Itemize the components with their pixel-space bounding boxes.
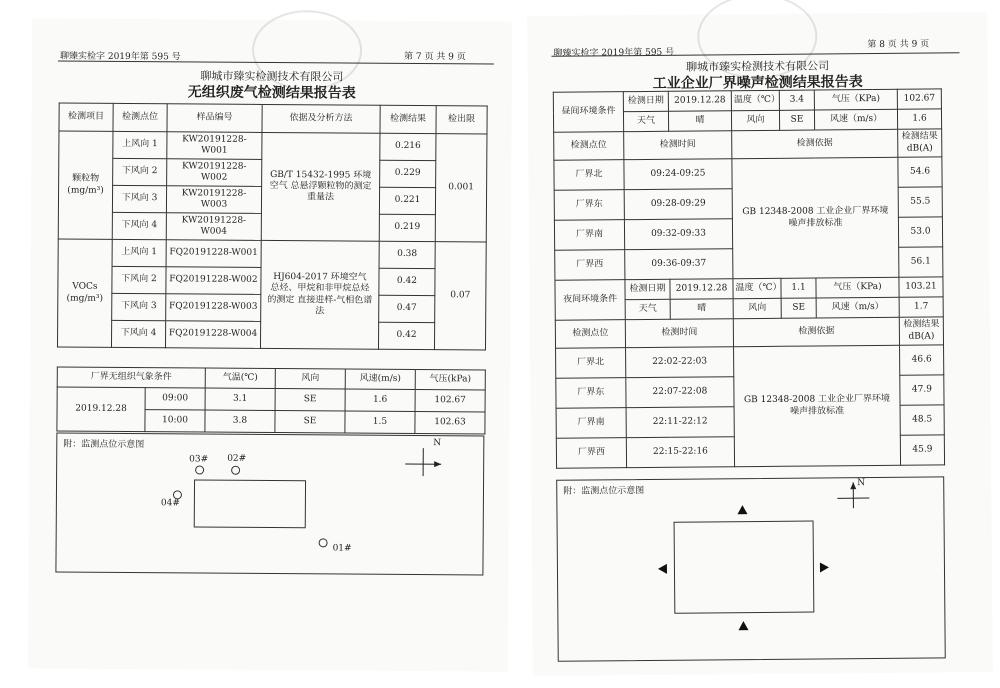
temp-label: 温度（℃） <box>731 90 779 110</box>
pressure-label: 气压（KPa) <box>816 277 899 298</box>
wind-dir-value: SE <box>781 298 816 318</box>
date-label: 检测日期 <box>625 279 670 299</box>
pressure-label: 气压（KPa) <box>814 89 897 110</box>
limit-cell: 0.001 <box>435 134 487 242</box>
method-cell: HJ604-2017 环境空气 总烃、甲烷和非甲烷总烃的测定 直接进样-气相色谱法 <box>260 240 379 349</box>
point-label-03: 03# <box>189 454 209 465</box>
diagram-caption: 附：监测点位示意图 <box>563 486 645 497</box>
table-header-row <box>59 103 487 134</box>
result-cell: 0.229 <box>380 160 436 187</box>
weather-table <box>56 367 485 435</box>
point-cell: 厂界西 <box>555 250 625 281</box>
table-row <box>554 157 942 190</box>
result-cell: 0.42 <box>379 268 435 295</box>
report-title: 无组织废气检测结果报告表 <box>187 84 356 102</box>
header-cell <box>898 129 942 157</box>
result-cell: 0.42 <box>378 322 434 349</box>
result-cell: 0.221 <box>379 187 435 214</box>
sample-cell: KW20191228-W002 <box>167 159 262 187</box>
item-cell <box>58 131 113 239</box>
point-cell: 厂界北 <box>556 348 626 379</box>
result-header-label: 检测结果 <box>901 131 938 143</box>
weather-label: 天气 <box>625 299 670 319</box>
header-cell: 风速(m/s) <box>345 369 415 389</box>
weather-value: 晴 <box>668 111 731 132</box>
table-row <box>58 239 486 269</box>
north-arrow-icon <box>835 480 875 510</box>
result-cell: 0.38 <box>379 241 435 268</box>
time-cell: 09:36-09:37 <box>625 249 733 280</box>
noise-point-east-icon <box>820 562 829 572</box>
value-cell: 45.9 <box>900 435 944 465</box>
value-cell: 53.0 <box>898 217 942 247</box>
sample-cell: FQ20191228-W002 <box>166 267 261 295</box>
exhaust-result-table <box>57 103 488 351</box>
value-cell: 56.1 <box>899 247 943 277</box>
point-cell: 下风向 2 <box>113 158 167 185</box>
point-cell: 厂界北 <box>554 160 624 191</box>
point-cell: 下风向 4 <box>112 212 166 239</box>
sample-cell: KW20191228-W003 <box>166 186 261 214</box>
item-cell <box>57 239 112 347</box>
sample-cell: FQ20191228-W004 <box>165 321 260 349</box>
right-report-page <box>527 12 993 676</box>
header-cell: 样品编号 <box>167 104 262 133</box>
result-header-label: 检测结果 <box>903 319 940 330</box>
point-cell: 下风向 3 <box>112 185 166 212</box>
weather-row <box>57 387 485 412</box>
point-cell: 厂界西 <box>556 438 626 469</box>
point-cell: 厂界东 <box>556 378 626 409</box>
pressure-value: 103.21 <box>899 277 943 297</box>
limit-cell: 0.07 <box>434 242 486 350</box>
time-cell: 09:00 <box>145 388 205 410</box>
noise-point-west-icon <box>658 564 667 574</box>
left-report-page <box>28 18 513 671</box>
temp-value: 3.4 <box>779 90 814 110</box>
header-cell: 检测时间 <box>625 319 733 348</box>
time-cell: 09:32-09:33 <box>624 219 732 250</box>
point-cell: 厂界南 <box>554 220 624 251</box>
method-cell: GB/T 15432-1995 环境空气 总悬浮颗粒物的测定 重量法 <box>261 132 380 241</box>
item-unit: (mg/m³) <box>66 293 104 304</box>
header-cell: 气压(kPa) <box>415 370 485 390</box>
company-name: 聊城市臻实检测技术有限公司 <box>200 69 344 84</box>
time-cell: 10:00 <box>145 410 205 432</box>
report-title: 工业企业厂界噪声检测结果报告表 <box>652 74 863 92</box>
noise-point-north-icon <box>737 505 747 514</box>
monitor-point-02-icon <box>231 466 240 475</box>
company-name: 聊城市臻实检测技术有限公司 <box>686 59 830 74</box>
header-cell: 厂界无组织气象条件 <box>57 367 205 388</box>
weather-label: 天气 <box>623 111 668 131</box>
date-value: 2019.12.28 <box>670 279 733 300</box>
temp-value: 1.1 <box>781 278 816 298</box>
pressure-value: 102.67 <box>897 89 941 109</box>
value-cell: 46.6 <box>900 345 944 375</box>
header-cell: 气温(℃) <box>205 368 275 388</box>
monitor-point-01-icon <box>319 538 328 547</box>
pressure-cell: 102.67 <box>415 390 485 412</box>
day-env-label: 昼间环境条件 <box>553 92 623 133</box>
header-cell: 检测时间 <box>624 131 732 160</box>
header-cell: 检测点位 <box>554 132 624 161</box>
wind-dir-label: 风向 <box>733 298 781 318</box>
north-arrow-icon <box>403 444 443 478</box>
basis-cell: GB 12348-2008 工业企业厂界环境噪声排放标准 <box>734 345 901 466</box>
doc-number: 聊臻实检字 2019年第 595 号 <box>553 47 675 59</box>
north-label: N <box>433 438 442 449</box>
sample-cell: KW20191228-W004 <box>166 213 261 241</box>
noise-result-table <box>553 88 945 468</box>
sample-cell: KW20191228-W001 <box>167 132 262 160</box>
value-cell: 54.6 <box>898 157 942 187</box>
header-cell: 检测点位 <box>113 103 167 131</box>
point-cell: 厂界南 <box>556 408 626 439</box>
value-cell: 47.9 <box>900 375 944 405</box>
item-unit: (mg/m³) <box>67 185 104 196</box>
time-cell: 09:28-09:29 <box>624 189 732 220</box>
result-unit: dB(A) <box>906 142 933 154</box>
header-cell: 检测结果 <box>380 105 436 133</box>
temp-cell: 3.1 <box>205 388 275 410</box>
date-label: 检测日期 <box>623 91 668 111</box>
point-cell: 上风向 1 <box>113 131 167 158</box>
wind-dir-label: 风向 <box>731 110 779 130</box>
temp-label: 温度（℃） <box>733 278 781 298</box>
factory-outline <box>674 521 815 614</box>
wind-speed-value: 1.7 <box>899 297 943 317</box>
date-value: 2019.12.28 <box>668 91 731 112</box>
north-label: N <box>857 478 866 489</box>
table-row <box>59 131 487 161</box>
site-diagram <box>55 433 484 576</box>
time-cell: 22:02-22:03 <box>626 347 734 378</box>
result-cell: 0.219 <box>379 214 435 241</box>
value-cell: 48.5 <box>900 405 944 435</box>
header-cell: 检测点位 <box>555 320 625 349</box>
wind-speed-value: 1.6 <box>897 109 941 129</box>
value-cell: 55.5 <box>898 187 942 217</box>
result-cell: 0.216 <box>380 133 436 160</box>
point-cell: 下风向 4 <box>111 320 165 347</box>
header-cell: 检测依据 <box>733 317 899 346</box>
point-label-02: 02# <box>227 453 247 464</box>
time-cell: 22:07-22:08 <box>626 377 734 408</box>
temp-cell: 3.8 <box>205 410 275 432</box>
wind-speed-label: 风速（m/s） <box>814 109 897 130</box>
item-name: 颗粒物 <box>72 173 100 185</box>
monitor-point-03-icon <box>195 465 204 474</box>
page-number: 第 7 页 共 9 页 <box>403 51 466 63</box>
wind-dir-value: SE <box>779 110 814 130</box>
diagram-caption: 附：监测点位示意图 <box>63 439 145 451</box>
night-header-row <box>555 317 943 348</box>
sample-cell: FQ20191228-W003 <box>166 294 261 322</box>
header-cell: 风向 <box>275 369 345 389</box>
header-cell: 检测项目 <box>59 103 113 131</box>
basis-cell: GB 12348-2008 工业企业厂界环境噪声排放标准 <box>732 157 899 278</box>
result-cell: 0.47 <box>379 295 435 322</box>
pressure-cell: 102.63 <box>415 412 485 434</box>
point-cell: 厂界东 <box>554 190 624 221</box>
wind-speed-label: 风速（m/s） <box>816 297 899 318</box>
header-cell: 检出限 <box>436 106 487 134</box>
result-unit: dB(A) <box>908 330 935 342</box>
wind-dir-cell: SE <box>275 411 345 433</box>
point-label-01: 01# <box>332 543 352 554</box>
noise-point-south-icon <box>738 621 748 630</box>
wind-dir-cell: SE <box>275 389 345 411</box>
page-number: 第 8 页 共 9 页 <box>867 39 930 51</box>
wind-speed-cell: 1.5 <box>345 411 415 433</box>
date-cell: 2019.12.28 <box>57 387 145 432</box>
time-cell: 22:11-22:12 <box>626 407 734 438</box>
time-cell: 22:15-22:16 <box>626 437 734 468</box>
header-cell: 依据及分析方法 <box>262 104 380 133</box>
day-header-row <box>554 129 942 160</box>
sample-cell: FQ20191228-W001 <box>166 240 261 268</box>
point-cell: 下风向 2 <box>112 266 166 293</box>
header-cell: 检测依据 <box>732 129 898 158</box>
night-env-label: 夜间环境条件 <box>555 280 625 321</box>
point-cell: 上风向 1 <box>112 239 166 266</box>
site-diagram <box>556 476 946 661</box>
wind-speed-cell: 1.6 <box>345 389 415 411</box>
table-row <box>556 345 944 378</box>
time-cell: 09:24-09:25 <box>624 159 732 190</box>
weather-value: 晴 <box>670 299 733 320</box>
header-cell <box>899 317 943 345</box>
item-name: VOCs <box>72 281 98 293</box>
doc-number: 聊臻实检字 2019年第 595 号 <box>59 51 181 63</box>
factory-outline <box>194 479 306 528</box>
point-label-04: 04# <box>160 498 180 509</box>
point-cell: 下风向 3 <box>112 293 166 320</box>
